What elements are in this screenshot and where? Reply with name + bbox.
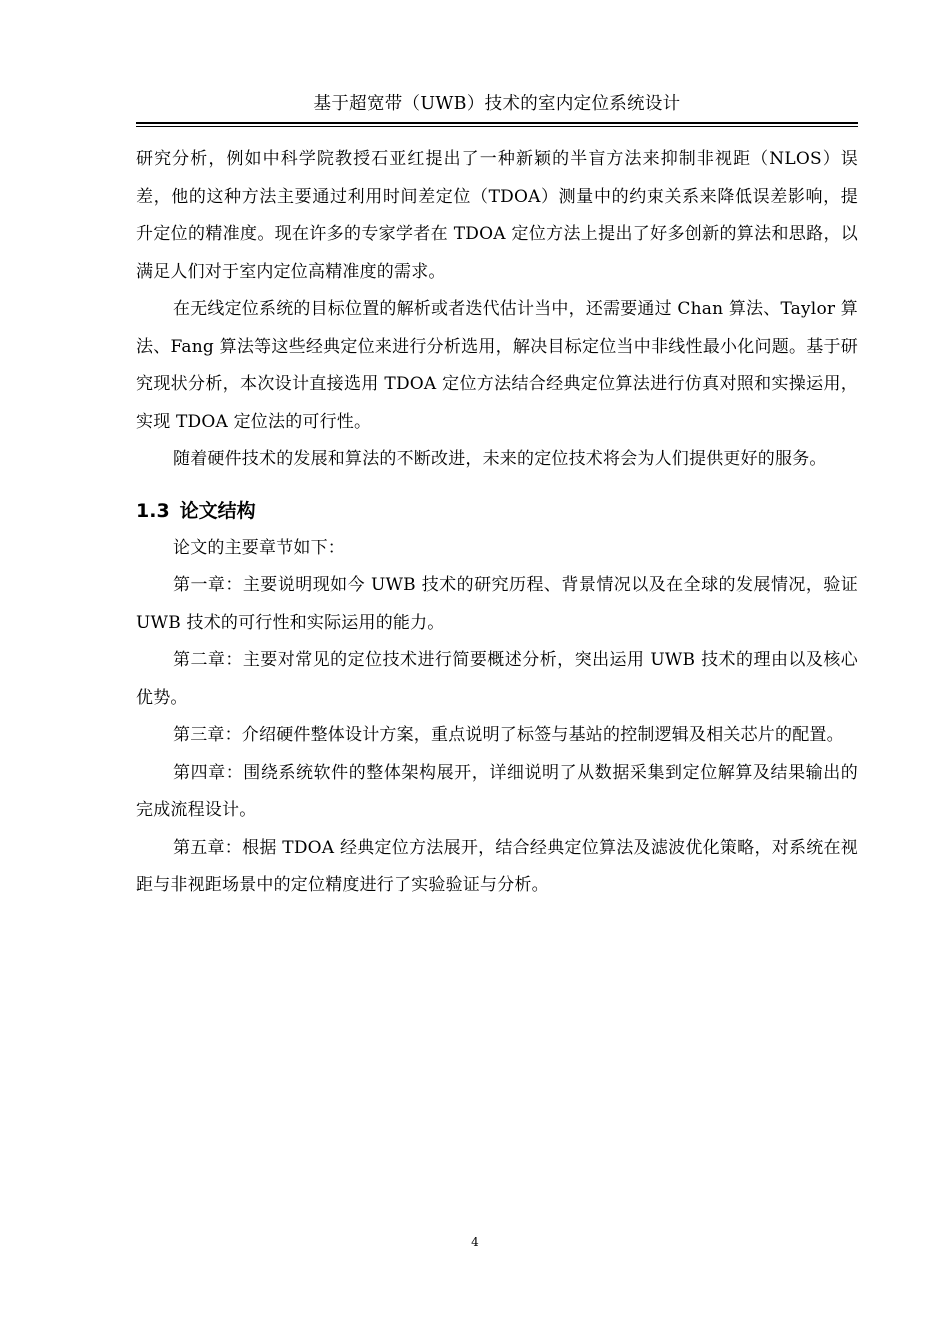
header-rule (136, 122, 858, 124)
section-number: 1.3 (136, 499, 170, 522)
paragraph-chapter-2: 第二章：主要对常见的定位技术进行简要概述分析，突出运用 UWB 技术的理由以及核心优势。 (136, 650, 858, 708)
section-title: 论文结构 (179, 499, 256, 522)
paragraph-chapter-3: 第三章：介绍硬件整体设计方案，重点说明了标签与基站的控制逻辑及相关芯片的配置。 (173, 725, 844, 745)
header-rule-thin (136, 126, 858, 127)
page-number: 4 (471, 1235, 479, 1249)
running-header: 基于超宽带（UWB）技术的室内定位系统设计 (313, 94, 681, 114)
body-text (136, 141, 858, 905)
paragraph-outlook: 随着硬件技术的发展和算法的不断改进，未来的定位技术将会为人们提供更好的服务。 (173, 449, 827, 469)
paragraph-chapter-4: 第四章：围绕系统软件的整体架构展开，详细说明了从数据采集到定位解算及结果输出的完成流程设计。 (136, 762, 858, 820)
paragraph-chapter-1: 第一章：主要说明现如今 UWB 技术的研究历程、背景情况以及在全球的发展情况，验证 UWB 技术的可行性和实际运用的能力。 (136, 575, 858, 633)
paragraph-intro: 论文的主要章节如下： (173, 537, 345, 558)
paragraph-continuation: 研究分析，例如中科学院教授石亚红提出了一种新颖的半盲方法来抑制非视距（NLOS）误差，他的这种方法主要通过利用时间差定位（TDOA）测量中的约束关系来降低误差影响，提升定位的精准度。现在许多的专家学者在 TDOA 定位方法上提出了好多创新的算法和思路，以满足人们对于室内定位高精准度的需求。 (136, 149, 858, 282)
section-heading (136, 493, 858, 530)
paragraph-algorithms: 在无线定位系统的目标位置的解析或者迭代估计当中，还需要通过 Chan 算法、Taylor 算法、Fang 算法等这些经典定位来进行分析选用，解决目标定位当中非线性最小化问题。基于研究现状分析，本次设计直接选用 TDOA 定位方法结合经典定位算法进行仿真对照和实操运用，实现 TDOA 定位法的可行性。 (136, 299, 859, 432)
paragraph-chapter-5: 第五章：根据 TDOA 经典定位方法展开，结合经典定位算法及滤波优化策略，对系统在视距与非视距场景中的定位精度进行了实验验证与分析。 (136, 837, 858, 895)
